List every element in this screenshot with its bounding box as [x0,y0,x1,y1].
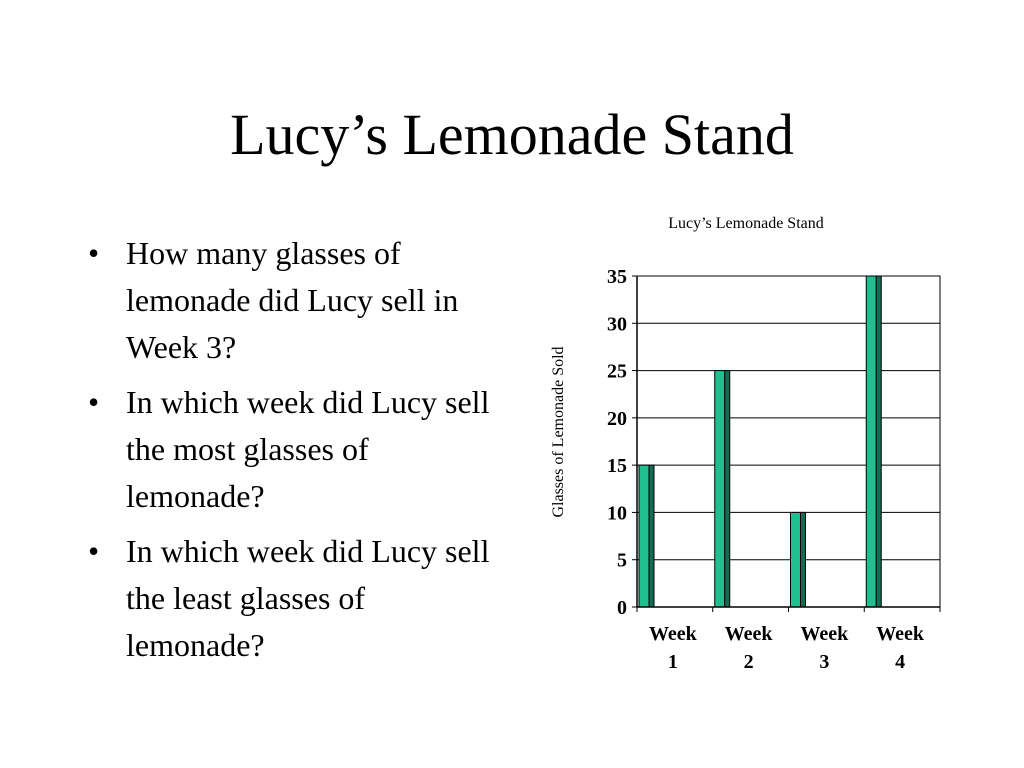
bullet-icon: • [88,235,100,271]
x-tick-label: 3 [819,651,830,673]
x-tick-label: Week [648,623,697,645]
bar [791,512,801,607]
x-tick-label: 4 [895,651,906,673]
bar [715,371,725,607]
question-text: In which week did Lucy sell the most glasses of lemonade? [126,384,490,514]
bar-side [801,512,806,607]
y-tick-label: 0 [617,597,627,619]
bar [866,276,876,607]
y-tick-label: 5 [617,549,627,572]
x-tick-label: Week [724,623,773,645]
y-axis-label: Glasses of Lemonade Sold [550,346,567,518]
bar-chart [540,205,960,685]
y-tick-label: 15 [607,455,627,478]
x-tick-label: 2 [743,651,754,673]
bar-side [725,371,730,607]
y-tick-label: 10 [607,502,627,525]
y-tick-label: 35 [607,266,627,288]
question-text: In which week did Lucy sell the least glasses of lemonade? [126,533,490,663]
x-tick-label: 1 [667,651,678,673]
y-tick-label: 25 [607,360,627,383]
gridlines [637,276,940,607]
question-item [80,528,490,669]
chart-title: Lucy’s Lemonade Stand [668,215,824,232]
question-item [80,230,490,371]
x-tick-label: Week [800,623,849,645]
question-item [80,379,490,520]
question-text: How many glasses of lemonade did Lucy sell in Week 3? [126,235,459,365]
slide-title: Lucy’s Lemonade Stand [230,102,794,167]
bar-side [649,465,654,607]
x-tick-label: Week [876,623,925,645]
bar-side [876,276,881,607]
y-tick-label: 20 [607,407,627,430]
plot-area [637,276,940,607]
y-tick-label: 30 [607,313,627,336]
bar-chart-svg [540,205,960,685]
bullet-icon: • [88,533,100,569]
bar [639,465,649,607]
bullet-icon: • [88,384,100,420]
question-list [80,230,490,677]
